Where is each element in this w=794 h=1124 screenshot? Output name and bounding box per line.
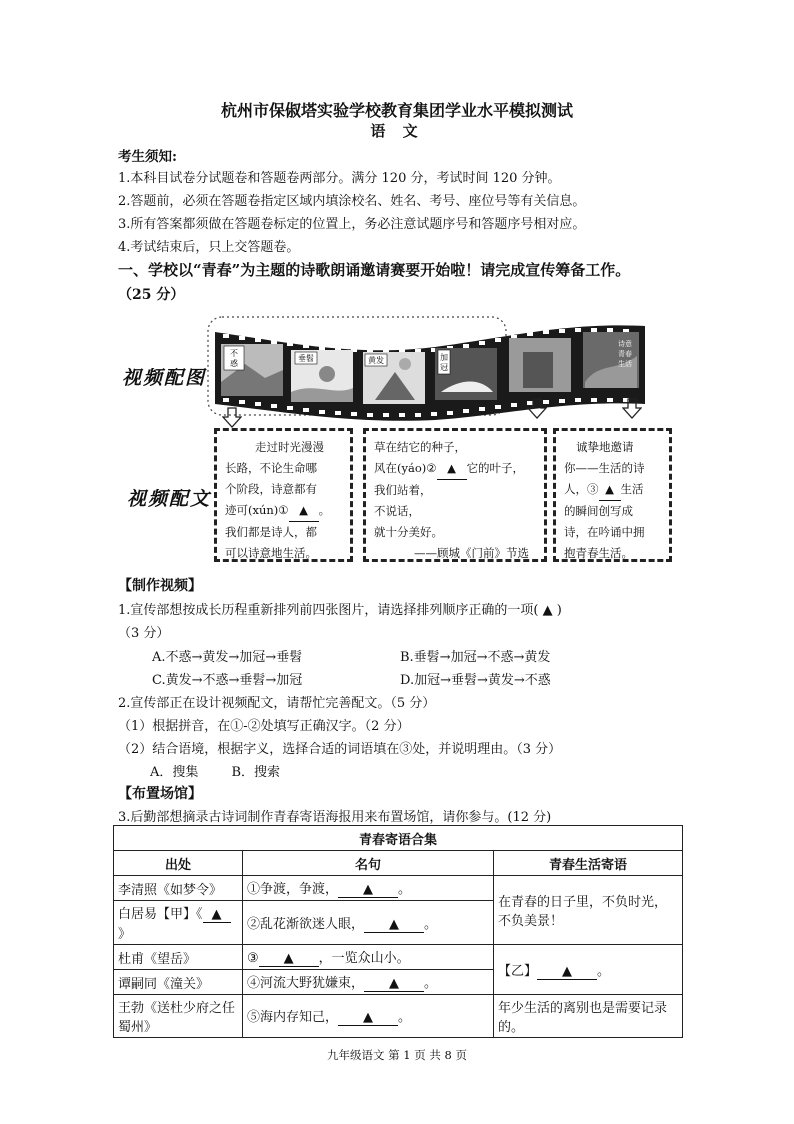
question-3: 3.后勤部想摘录古诗词制作青春寄语海报用来布置场馆，请你参与。(12 分) — [118, 810, 552, 825]
row2-source-end: 》 — [118, 927, 132, 942]
arrow-down-icon-3 — [622, 398, 642, 420]
box3-line-3-text: 人，③ — [564, 482, 599, 496]
blank-3 — [599, 479, 621, 501]
row4-source: 谭嗣同《潼关》 — [114, 970, 243, 995]
frame-label-4-b: 冠 — [440, 363, 448, 372]
poetry-table — [113, 825, 683, 1038]
triangle-marker: ▲ — [605, 482, 614, 496]
triangle-marker: ▲ — [447, 461, 456, 475]
subject-title: 语 文 — [370, 122, 424, 140]
option-d: D.加冠→垂髫→黄发→不惑 — [400, 673, 551, 688]
message-1: 在青春的日子里，不负时光，不负美景！ — [494, 876, 683, 945]
triangle-marker: ▲ — [363, 882, 374, 897]
film-frame-5 — [509, 338, 571, 392]
video-text-box-3 — [553, 428, 672, 562]
question-1: 1.宣传部想按成长历程重新排列前四张图片，请选择排列顺序正确的一项( ▲ ) — [118, 603, 562, 618]
box1-line-6: 可以诗意地生活。 — [225, 546, 317, 560]
box2-line-2-end: 它的叶子， — [466, 461, 525, 475]
film-strip — [205, 312, 675, 422]
row5-line — [243, 995, 494, 1038]
triangle-marker: ▲ — [299, 503, 309, 517]
row2-line-end: 。 — [424, 916, 438, 932]
frame-label-1-a: 不 — [230, 349, 238, 358]
venue-heading: 【布置场馆】 — [118, 786, 202, 802]
row5-line-text: ⑤海内存知己， — [247, 1010, 339, 1025]
box3-line-1: 诚挚地邀请 — [576, 440, 634, 454]
box2-line-1: 草在结它的种子， — [374, 440, 466, 454]
box3-line-2: 你——生活的诗 — [564, 461, 645, 475]
row4-line — [243, 970, 494, 995]
question-2-1: （1）根据拼音，在①-②处填写正确汉字。（2 分） — [118, 719, 410, 734]
notice-item-3: 3.所有答案都须做在答题卷标定的位置上，务必注意试题序号和答题序号相对应。 — [118, 217, 586, 232]
video-text-box-2 — [363, 428, 547, 562]
table-header-message: 青春生活寄语 — [494, 851, 683, 876]
blank-row2 — [364, 917, 424, 933]
question-2: 2.宣传部正在设计视频配文，请帮忙完善配文。（5 分） — [118, 696, 436, 711]
box1-line-3: 个阶段，诗意都有 — [225, 482, 317, 496]
question-2-options: A．搜集 B．搜索 — [150, 765, 281, 780]
row2-line-text: ②乱花渐欲迷人眼， — [247, 916, 365, 932]
frame-label-1-b: 惑 — [230, 359, 238, 368]
video-pictures-label: 视频配图 — [122, 367, 207, 389]
row1-line-text: ①争渡，争渡， — [247, 882, 339, 897]
section1-heading: 一、学校以“青春”为主题的诗歌朗诵邀请赛要开始啦！请完成宣传筹备工作。 — [118, 261, 631, 279]
box2-line-2-text: 风在(yáo)② — [374, 461, 437, 475]
box2-line-2 — [374, 458, 536, 480]
row3-line-end: ，一览众山小。 — [318, 951, 410, 966]
table-title: 青春寄语合集 — [114, 826, 683, 851]
section1-points: （25 分） — [118, 287, 185, 303]
option-b: B.垂髫→加冠→不惑→黄发 — [400, 650, 551, 665]
arrow-down-icon-2 — [527, 398, 547, 420]
blank-row1 — [338, 882, 398, 898]
box2-source: ——顾城《门前》节选 — [414, 546, 529, 560]
frame-label-6-a: 诗意 — [618, 340, 632, 348]
table-header-line: 名句 — [243, 851, 494, 876]
frame-label-4-a: 加 — [440, 353, 448, 362]
frame-label-6-c: 生活 — [618, 360, 632, 368]
blank-row3 — [259, 951, 319, 967]
row2-line — [243, 901, 494, 945]
row3-line-text: ③ — [247, 951, 259, 966]
row3-line — [243, 945, 494, 970]
box1-line-1: 走过时光漫漫 — [255, 440, 324, 454]
notice-item-4: 4.考试结束后，只上交答题卷。 — [118, 240, 300, 255]
box1-line-4-end: 。 — [318, 503, 331, 517]
box1-line-5: 我们都是诗人，都 — [225, 525, 317, 539]
make-video-heading: 【制作视频】 — [118, 578, 202, 594]
blank-yi — [537, 964, 597, 980]
row1-line — [243, 876, 494, 901]
row2-source-text: 白居易【甲】《 — [118, 907, 203, 922]
box3-line-3-end: 生活 — [620, 482, 644, 496]
box2-line-3: 我们站着， — [374, 483, 432, 497]
frame-label-6-b: 青春 — [618, 350, 632, 358]
row4-line-end: 。 — [424, 976, 438, 991]
row4-line-text: ④河流大野犹嫌束， — [247, 976, 365, 991]
triangle-marker: ▲ — [211, 907, 222, 922]
row1-source: 李清照《如梦令》 — [114, 876, 243, 901]
frame-label-3: 黄发 — [368, 356, 384, 365]
box1-line-4 — [225, 500, 342, 522]
box1-line-2: 长路，不论生命哪 — [225, 461, 317, 475]
row5-source: 王勃《送杜少府之任蜀州》 — [114, 995, 243, 1038]
box2-line-5: 就十分美好。 — [374, 525, 443, 539]
triangle-marker: ▲ — [389, 916, 400, 932]
message-2-end: 。 — [597, 963, 611, 979]
table-row — [114, 995, 683, 1038]
row2-source — [114, 901, 243, 945]
message-3: 年少生活的离别也是需要记录的。 — [494, 995, 683, 1038]
triangle-marker: ▲ — [363, 1010, 374, 1025]
table-header-source: 出处 — [114, 851, 243, 876]
arrow-down-icon-1 — [222, 407, 242, 429]
box3-line-3 — [564, 479, 661, 501]
blank-1 — [289, 500, 319, 522]
notice-item-2: 2.答题前，必须在答题卷指定区域内填涂校名、姓名、考号、座位号等有关信息。 — [118, 194, 586, 209]
video-text-box-1 — [214, 428, 353, 562]
notice-item-1: 1.本科目试卷分试题卷和答题卷两部分。满分 120 分，考试时间 120 分钟。 — [118, 171, 561, 186]
row5-line-end: 。 — [398, 1010, 412, 1025]
box3-line-5: 诗，在吟诵中拥 — [564, 525, 645, 539]
exam-title: 杭州市保俶塔实验学校教育集团学业水平模拟测试 — [220, 101, 573, 120]
option-c: C.黄发→不惑→垂髫→加冠 — [152, 673, 303, 688]
box1-line-4-text: 迹可(xún)① — [225, 503, 289, 517]
row1-line-end: 。 — [398, 882, 412, 897]
notice-heading: 考生须知: — [118, 149, 177, 165]
triangle-marker: ▲ — [283, 951, 294, 966]
box2-line-4: 不说话， — [374, 504, 420, 518]
triangle-marker: ▲ — [389, 976, 400, 991]
table-row — [114, 876, 683, 901]
table-row — [114, 945, 683, 970]
blank-row5 — [338, 1010, 398, 1026]
message-2-prefix: 【乙】 — [498, 963, 538, 979]
row3-source: 杜甫《望岳》 — [114, 945, 243, 970]
blank-2 — [437, 458, 467, 480]
question-1-points: （3 分） — [118, 626, 170, 641]
blank-row2-title — [203, 907, 231, 923]
box3-line-6: 抱青春生活。 — [564, 546, 633, 560]
triangle-marker: ▲ — [562, 963, 573, 979]
page-footer: 九年级语文 第 1 页 共 8 页 — [326, 1048, 468, 1062]
frame-label-2: 垂髫 — [298, 354, 314, 363]
question-2-2: （2）结合语境，根据字义，选择合适的词语填在③处，并说明理由。（3 分） — [118, 742, 562, 757]
option-a: A.不惑→黄发→加冠→垂髫 — [152, 650, 303, 665]
video-text-label: 视频配文 — [127, 488, 212, 510]
box3-line-4: 的瞬间创写成 — [564, 504, 633, 518]
blank-row4 — [364, 976, 424, 992]
message-2 — [494, 945, 683, 995]
